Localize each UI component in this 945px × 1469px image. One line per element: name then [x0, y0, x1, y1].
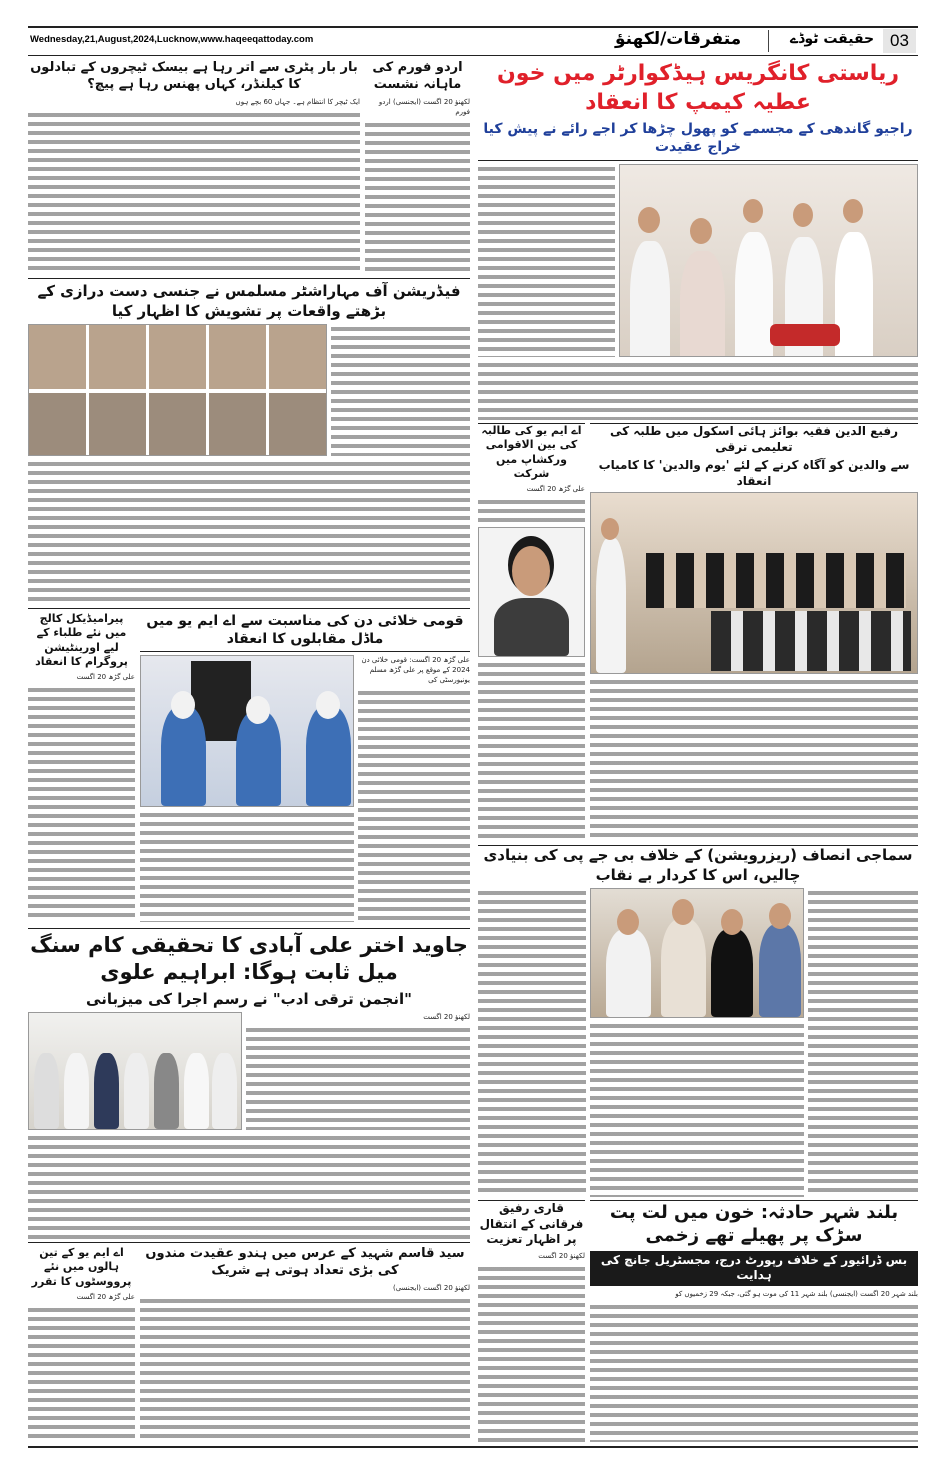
amu-student-story: [478, 423, 585, 842]
space-day-body-continued: [140, 810, 354, 922]
space-day-lead: علی گڑھ 20 اگست: قومی خلائی دن 2024 کے موقع پر علی گڑھ مسلم یونیورسٹی کی: [361, 656, 470, 685]
rafiuddin-headline-2: سے والدین کو آگاہ کرنے کے لئے 'یوم والدین' کا کامیاب انعقاد: [598, 458, 910, 488]
amu-student-lead: علی گڑھ 20 اگست: [526, 485, 585, 494]
social-justice-headline: سماجی انصاف (ریزرویشن) کے خلاف بی جے پی کی بنیادی چالیں، اس کا کردار بے نقاب: [483, 846, 913, 884]
blood-camp-body-continued: [478, 360, 918, 420]
rafiuddin-story: [590, 423, 918, 842]
rafiuddin-photo: [590, 492, 918, 674]
paramedical-body: [28, 685, 135, 922]
divider: [28, 608, 470, 609]
urdu-forum-lead: لکھنؤ 20 اگست (ایجنسی) اردو فورم: [378, 97, 470, 116]
syed-qasim-body: [140, 1296, 470, 1441]
divider: [28, 278, 470, 279]
amu-three-story: [28, 1246, 135, 1441]
javed-akhtar-story: [28, 932, 470, 1239]
javed-akhtar-body-continued: [28, 1133, 470, 1239]
javed-akhtar-body: [246, 1025, 470, 1130]
social-justice-photo: [590, 888, 804, 1018]
masthead-logo: حقیقت ٹوڈے: [790, 31, 875, 47]
divider: [28, 928, 470, 929]
divider: [768, 30, 769, 52]
social-justice-body-left: [478, 888, 586, 1197]
blood-camp-headline: ریاستی کانگریس ہیڈکوارٹر میں خون عطیہ کیمپ کا انعقاد: [497, 61, 899, 115]
space-day-photo: [140, 655, 354, 807]
blood-camp-body: [478, 164, 615, 357]
syed-qasim-story: [140, 1246, 470, 1441]
urdu-forum-story: [365, 60, 470, 274]
top-rule: [28, 26, 918, 28]
blood-camp-subhead: راجیو گاندھی کے مجسمے کو پھول چڑھا کر اجے رائے نے پیش کیا خراج عقیدت: [483, 121, 913, 156]
federation-body-continued: [28, 459, 470, 604]
amu-three-body: [28, 1305, 135, 1441]
divider: [28, 1242, 470, 1243]
qari-rafiq-headline: قاری رفیق فرقانی کے انتقال پر اظہار تعزیت: [479, 1201, 584, 1247]
bulandshahr-body: [590, 1302, 918, 1442]
federation-headline: فیڈریشن آف مہاراشٹر مسلمس نے جنسی دست درازی کے بڑھتے واقعات پر تشویش کا اظہار کیا: [37, 282, 461, 320]
qari-rafiq-lead: لکھنؤ 20 اگست: [538, 1251, 585, 1260]
teachers-body: [28, 110, 360, 274]
paramedical-story: [28, 612, 135, 922]
bulandshahr-subhead: بس ڈرائیور کے خلاف رپورٹ درج، مجسٹریل جانچ کی ہدایت: [590, 1251, 918, 1286]
bulandshahr-headline: بلند شہر حادثہ: خون میں لت پت سڑک پر پھیلے تھے زخمی: [609, 1202, 899, 1247]
syed-qasim-lead: لکھنؤ 20 اگست (ایجنسی): [392, 1283, 470, 1292]
social-justice-story: [478, 845, 918, 1197]
javed-akhtar-photo: [28, 1012, 242, 1130]
blood-camp-photo: [619, 164, 918, 357]
bulandshahr-story: [590, 1200, 918, 1442]
dateline: Wednesday,21,August,2024,Lucknow,www.haqeeqattoday.com: [30, 34, 314, 45]
paramedical-lead: علی گڑھ 20 اگست: [76, 673, 135, 682]
teachers-headline: بار بار پٹری سے اتر رہا ہے بیسک ٹیچروں کے تبادلوں کا کیلنڈر، کہاں پھنس رہا ہے پیچ؟: [30, 60, 358, 92]
amu-student-headline: اے ایم یو کی طالبہ کی بین الاقوامی ورکشاپ میں شرکت: [481, 424, 582, 480]
section-title: متفرقات/لکھنؤ: [615, 29, 742, 49]
amu-three-lead: علی گڑھ 20 اگست: [76, 1292, 135, 1301]
javed-akhtar-headline: جاوید اختر علی آبادی کا تحقیقی کام سنگ میل ثابت ہوگا: ابراہیم علوی: [30, 933, 468, 985]
bottom-rule: [28, 1446, 918, 1448]
divider: [140, 651, 470, 652]
rafiuddin-body: [590, 677, 918, 842]
space-day-story: [140, 612, 470, 922]
bulandshahr-lead: بلند شہر 20 اگست (ایجنسی) بلند شہر 11 کی موت ہو گئی، جبکہ 29 زخمیوں کو: [675, 1289, 918, 1298]
javed-akhtar-lead: لکھنؤ 20 اگست: [423, 1013, 470, 1022]
teachers-lead: ایک ٹیچر کا انتظام ہے۔ جہاں 60 بچے ہوں: [235, 97, 360, 106]
qari-rafiq-story: [478, 1200, 585, 1442]
javed-akhtar-subhead: "انجمن ترقی ادب" نے رسم اجرا کی میزبانی: [86, 989, 412, 1008]
amu-student-photo: [478, 527, 585, 657]
page-number: 03: [883, 29, 916, 53]
urdu-forum-body: [365, 120, 470, 274]
header-rule: [28, 55, 918, 56]
paramedical-headline: پیرامیڈیکل کالج میں نئے طلباء کے لیے اورینٹیشن پروگرام کا انعقاد: [35, 612, 128, 668]
amu-three-headline: اے ایم یو کے تین ہالوں میں نئے پرووسٹوں کا تقرر: [31, 1246, 132, 1288]
social-justice-body-middle: [590, 1021, 804, 1197]
blood-camp-story: [478, 60, 918, 420]
syed-qasim-headline: سید قاسم شہید کے عرس میں ہندو عقیدت مندوں کی بڑی تعداد ہوتی ہے شریک: [145, 1246, 465, 1278]
divider: [478, 160, 918, 161]
social-justice-body-right: [808, 888, 918, 1197]
space-day-headline: قومی خلائی دن کی مناسبت سے اے ایم یو میں ماڈل مقابلوں کا انعقاد: [146, 613, 464, 648]
urdu-forum-headline: اردو فورم کی ماہانہ نشست: [372, 60, 463, 92]
rafiuddin-headline-1: رفیع الدین فقیہ بوائز ہائی اسکول میں طلبہ کی تعلیمی ترقی: [609, 424, 899, 454]
space-day-body: [358, 688, 470, 922]
federation-portraits: [28, 324, 327, 456]
amu-student-body-continued: [478, 660, 585, 842]
teachers-story: [28, 60, 360, 274]
qari-rafiq-body: [478, 1264, 585, 1442]
amu-student-body: [478, 497, 585, 524]
federation-story: [28, 282, 470, 604]
federation-body: [331, 324, 470, 456]
